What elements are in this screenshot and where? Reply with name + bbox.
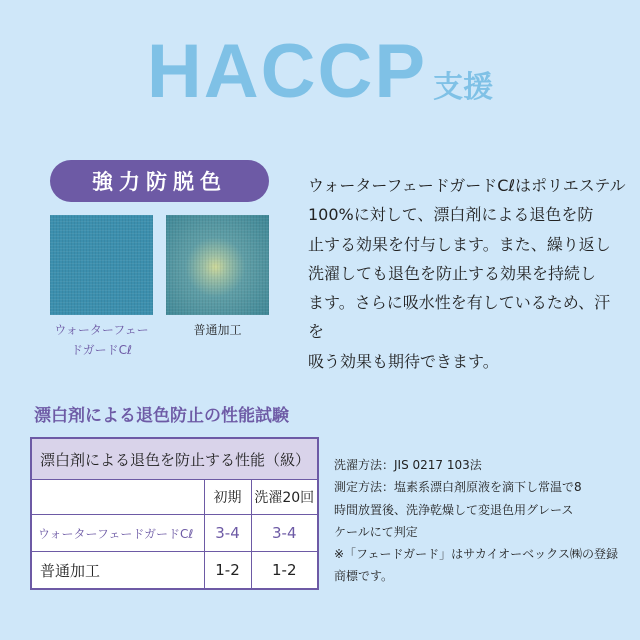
note-line: 測定方法：塩素系漂白剤原液を滴下し常温で8	[334, 480, 582, 495]
note-line: ※「フェードガード」はサカイオーベックス㈱の登録	[334, 547, 619, 562]
note-line: 洗濯方法：JIS 0217 103法	[334, 458, 482, 472]
page-title	[0, 28, 640, 115]
fabric-swatch-normal	[166, 215, 269, 315]
description-line: 吸う効果も期待できます。	[308, 351, 499, 371]
feature-badge: 強力防脱色	[50, 160, 269, 202]
title-haccp: HACCP	[146, 29, 428, 114]
description-line: 止する効果を付与します。また、繰り返し	[308, 234, 611, 254]
description-line: ます。さらに吸水性を有しているため、汗を	[308, 293, 611, 342]
cell-value: 1-2	[251, 552, 318, 590]
test-notes	[334, 454, 630, 588]
swatch-caption-normal: 普通加工	[193, 323, 242, 337]
description-line: ウォーターフェードガードCℓはポリエステル	[308, 176, 626, 195]
table-header: 漂白剤による退色を防止する性能（級）	[31, 438, 318, 480]
cell-value: 1-2	[204, 552, 251, 590]
column-header-20-washes: 洗濯20回	[251, 480, 318, 515]
test-section-title: 漂白剤による退色防止の性能試験	[34, 406, 289, 426]
title-support: 支援	[433, 70, 494, 105]
fabric-swatch-waterfade	[50, 215, 153, 315]
column-header-initial: 初期	[204, 480, 251, 515]
note-line: 時間放置後、洗浄乾燥して変退色用グレース	[334, 502, 574, 517]
swatch-caption-line: ドガードCℓ	[71, 343, 132, 357]
description-line: 100%に対して、漂白剤による退色を防	[308, 205, 594, 225]
note-line: ケールにて判定	[334, 524, 418, 539]
cell-value: 3-4	[204, 515, 251, 552]
table-row	[31, 515, 318, 552]
description-line: 洗濯しても退色を防止する効果を持続し	[308, 263, 597, 283]
swatch-caption-line: ウォーターフェー	[54, 323, 149, 337]
table-row	[31, 552, 318, 590]
performance-table	[30, 437, 319, 590]
table-corner-cell	[31, 480, 204, 515]
row-label: ウォーターフェードガードCℓ	[31, 515, 204, 552]
note-line: 商標です。	[334, 569, 394, 584]
row-label: 普通加工	[31, 552, 204, 590]
cell-value: 3-4	[251, 515, 318, 552]
swatch-caption-waterfade	[38, 320, 165, 360]
feature-description	[308, 171, 626, 376]
